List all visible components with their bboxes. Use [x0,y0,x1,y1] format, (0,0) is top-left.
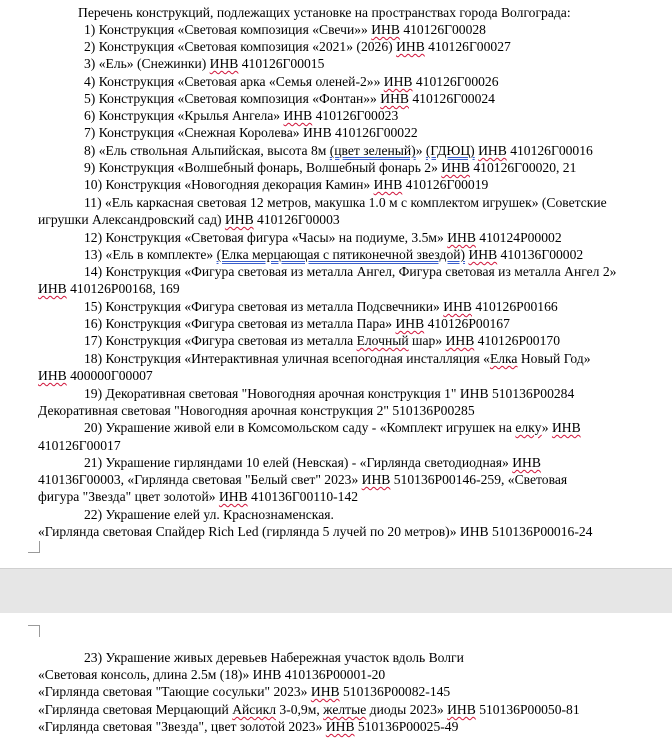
list-item-continuation: Декоративная световая "Новогодняя арочная конструкция 2" 510136Р00285 [38,403,475,418]
margin-corner-mark [28,625,40,637]
list-item: 18) Конструкция «Интерактивная уличная всепогодная инсталляция «Елка Новый Год» [84,351,591,366]
spell-error: ИНВ [224,212,254,227]
spell-error: ИНВ [383,74,413,89]
list-item: 6) Конструкция «Крылья Ангела» ИНВ 410126Г00023 [84,108,399,123]
list-item: 11) «Ель каркасная световая 12 метров, макушка 1.0 м с комплектом игрушек» (Советские [84,195,607,210]
spell-error: елку [515,420,542,435]
list-item: 21) Украшение гирляндами 10 елей (Невская) - «Гирлянда светодиодная» ИНВ [84,455,541,470]
list-item-continuation: 410126Г00017 [38,438,121,453]
spell-error: ИНВ [551,420,581,435]
spell-error: ИНВ [395,316,425,331]
list-item: 1) Конструкция «Световая композиция «Свечи»» ИНВ 410126Г00028 [84,22,486,37]
spell-error: ИНВ [310,684,340,699]
spell-error: ИНВ [441,160,470,175]
spell-error: ИНВ [380,91,409,106]
list-item-continuation: ИНВ 410126Р00168, 169 [38,281,180,296]
list-item: 5) Конструкция «Световая композиция «Фонтан»» ИНВ 410126Г00024 [84,91,495,106]
list-item: 14) Конструкция «Фигура световая из металла Ангел, Фигура световая из металла Ангел 2» [84,264,617,279]
document-heading: Перечень конструкций, подлежащих установке на пространствах города Волгограда: [78,5,571,20]
spell-error: ИНВ [445,333,475,348]
spell-error: ИНВ [396,39,425,54]
spell-error: ИНВ [512,455,541,470]
grammar-mark: (ГДЮЦ) [425,143,475,158]
list-item-continuation: «Световая консоль, длина 2.5м (18)» ИНВ 410136Р00001-20 [38,667,386,682]
list-item: 7) Конструкция «Снежная Королева» ИНВ 410126Г00022 [84,125,418,140]
grammar-mark: (Елка мерцающая с пятиконечной звездой) [216,247,466,262]
list-item: 8) «Ель ствольная Альпийская, высота 8м (цвет зеленый)» (ГДЮЦ) ИНВ 410126Г00016 [84,143,593,158]
list-item: 9) Конструкция «Волшебный фонарь, Волшебный фонарь 2» ИНВ 410126Г00020, 21 [84,160,577,175]
spell-error: ИНВ [38,368,67,383]
spell-error: Елочный [356,333,409,348]
grammar-mark: (цвет зеленый) [329,143,416,158]
list-item-continuation: «Гирлянда световая Мерцающий Айсикл 3-0,9м, желтые диоды 2023» ИНВ 510136Р00050-81 [38,702,580,717]
spell-error: ИНВ [478,143,507,158]
list-item: 16) Конструкция «Фигура световая из металла Пара» ИНВ 410126Р00167 [84,316,510,331]
spell-error: ИНВ [38,281,67,296]
spell-error: желтые [323,702,367,717]
list-item-continuation: «Гирлянда световая "Звезда", цвет золотой 2023» ИНВ 510136Р00025-49 [38,719,459,734]
list-item-continuation: ИНВ 400000Г00007 [38,368,153,383]
list-item: 12) Конструкция «Световая фигура «Часы» на подиуме, 3.5м» ИНВ 410124Р00002 [84,230,562,245]
list-item-continuation: 410136Г00003, «Гирлянда световая "Белый свет" 2023» ИНВ 510136Р00146-259, «Световая [38,472,568,487]
list-item-continuation: «Гирлянда световая Спайдер Rich Led (гирлянда 5 лучей по 20 метров)» ИНВ 510136Р00016-24 [38,524,593,539]
spell-error: ИНВ [447,230,476,245]
list-item: 4) Конструкция «Световая арка «Семья оленей-2»» ИНВ 410126Г00026 [84,74,499,89]
spell-error: ИНВ [371,22,400,37]
margin-corner-mark [28,541,40,553]
list-item: 2) Конструкция «Световая композиция «2021» (2026) ИНВ 410126Г00027 [84,39,511,54]
spell-error: ИНВ [447,702,476,717]
list-item: 3) «Ель» (Снежинки) ИНВ 410126Г00015 [84,56,325,71]
spell-error: ИНВ [443,299,472,314]
list-item: 22) Украшение елей ул. Краснознаменская. [84,507,334,522]
list-item-continuation: «Гирлянда световая "Тающие сосульки" 2023» ИНВ 510136Р00082-145 [38,684,451,699]
document-page-2 [0,613,672,745]
spell-error: ИНВ [325,719,355,734]
list-item: 15) Конструкция «Фигура световая из металла Подсвечники» ИНВ 410126Р00166 [84,299,558,314]
page-break-gap [0,568,672,614]
list-item-continuation: фигура "Звезда" цвет золотой» ИНВ 410136Г00110-142 [38,489,359,504]
spell-error: ИНВ [218,489,248,504]
list-item-continuation: игрушки Александровский сад) ИНВ 410126Г00003 [38,212,340,227]
list-item: 10) Конструкция «Новогодняя декорация Камин» ИНВ 410126Г00019 [84,177,489,192]
spell-error: ИНВ [373,177,403,192]
spell-error: ИНВ [468,247,498,262]
spell-error: ИНВ [361,472,391,487]
spell-error: ИНВ [283,108,313,123]
list-item: 13) «Ель в комплекте» (Елка мерцающая с пятиконечной звездой) ИНВ 410136Г00002 [84,247,584,262]
list-item: 17) Конструкция «Фигура световая из металла Елочный шар» ИНВ 410126Р00170 [84,333,560,348]
spell-error: Елка [489,351,518,366]
list-item: 20) Украшение живой ели в Комсомольском саду - «Комплект игрушек на елку» ИНВ [84,420,581,435]
spell-error: Айсикл [232,702,276,717]
list-item: 19) Декоративная световая "Новогодняя арочная конструкция 1" ИНВ 510136Р00284 [84,386,575,401]
spell-error: ИНВ [209,56,239,71]
list-item: 23) Украшение живых деревьев Набережная участок вдоль Волги [84,650,464,665]
